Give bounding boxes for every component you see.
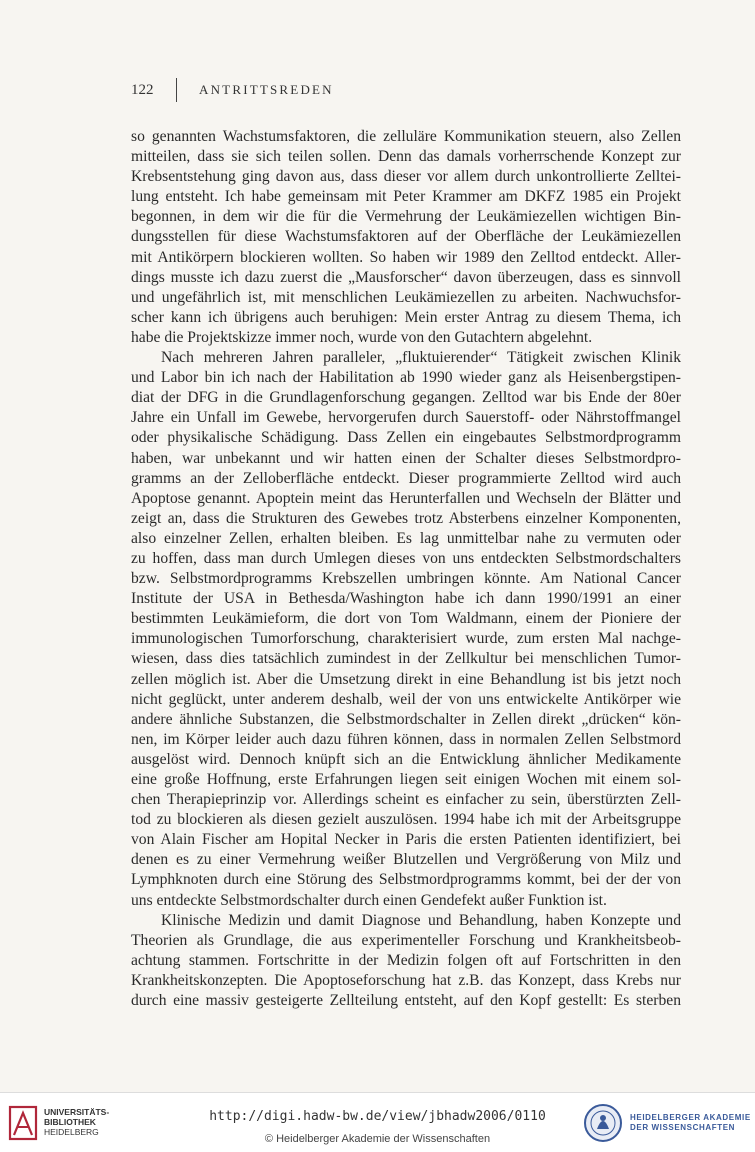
text-line: eine große Hoffnung, erste Erfahrungen liegen seit einigen Wochen mit einem sol- bbox=[131, 771, 681, 788]
text-line: von Alain Fischer am Hopital Necker in Paris die ersten Patienten identifiziert, bei bbox=[131, 831, 681, 849]
text-line: scher kann ich übrigens auch beruhigen: Mein erster Antrag zu diesem Thema, ich bbox=[131, 308, 681, 326]
text-line: so genannten Wachstumsfaktoren, die zelluläre Kommunikation steuern, also Zellen bbox=[131, 128, 681, 145]
text-line: also einzelner Zellen, erhalten bleiben. Es lag unmittelbar nahe zu vermuten oder bbox=[131, 529, 681, 547]
footer-bar bbox=[0, 1092, 755, 1152]
text-line: Krebsentstehung ging davon aus, dass dieser vor allem durch unkontrollierte Zelltei- bbox=[131, 168, 681, 186]
text-line: Nach mehreren Jahren paralleler, „fluktuierender“ Tätigkeit zwischen Klinik bbox=[161, 349, 681, 367]
paragraph bbox=[131, 911, 681, 1011]
text-line: begonnen, in dem wir die für die Vermehrung der Leukämiezellen wichtigen Bin- bbox=[131, 208, 681, 226]
text-line: Lymphknoten durch eine Störung des Selbstmordprogramms kommt, bei der der von bbox=[131, 871, 681, 889]
library-name: UNIVERSITÄTS- BIBLIOTHEK HEIDELBERG bbox=[44, 1107, 110, 1137]
text-line: zeigt an, dass die Strukturen des Gewebes trotz Absterbens einzelner Komponenten, bbox=[131, 509, 681, 527]
text-line: Theorien als Grundlage, die aus experimenteller Forschung und Krankheitsbeob- bbox=[131, 931, 681, 949]
text-line: bzw. Selbstmordprogramms Krebszellen umbringen könnte. Am National Cancer bbox=[131, 570, 681, 588]
text-line: nicht geglückt, unter anderem deshalb, weil der von uns entwickelte Antikörper wie bbox=[131, 690, 681, 708]
text-line: ausgelöst wird. Dennoch knüpft sich an die Entwicklung ähnlicher Medikamente bbox=[131, 750, 681, 768]
text-line: bestimmten Leukämieform, die dort von Tom Waldmann, einem der Pioniere der bbox=[131, 610, 681, 628]
copyright-notice: © Heidelberger Akademie der Wissenschaften bbox=[264, 1133, 491, 1145]
text-line: nen, im Körper leider auch dazu führen können, dass in normalen Zellen Selbstmord bbox=[131, 730, 681, 748]
text-line: immunologischen Tumorforschung, charakterisiert wurde, zum ersten Mal nachge- bbox=[131, 630, 681, 648]
body-text bbox=[131, 127, 681, 1011]
academy-seal-icon bbox=[583, 1103, 623, 1143]
text-line: Krankheitskonzepten. Die Apoptoseforschung hat z.B. das Konzept, dass Krebs nur bbox=[131, 971, 681, 989]
text-line: mitteilen, dass sie sich teilen sollen. Denn das damals vorherrschende Konzept zur bbox=[131, 148, 681, 166]
text-line: oder physikalische Schädigung. Dass Zellen ein eingebautes Selbstmordprogramm bbox=[131, 429, 681, 447]
text-line: Klinische Medizin und damit Diagnose und Behandlung, haben Konzepte und bbox=[161, 911, 681, 929]
text-line: und ungefährlich ist, mit menschlichen Leukämiezellen zu arbeiten. Nachwuchsfor- bbox=[131, 288, 681, 306]
text-line: lung entsteht. Ich habe gemeinsam mit Peter Krammer am DKFZ 1985 ein Projekt bbox=[131, 188, 681, 206]
text-line: wiesen, dass dies tatsächlich zumindest in der Zellkultur bei menschlichen Tumor- bbox=[131, 650, 681, 668]
header-rule bbox=[176, 78, 177, 102]
text-line: habe die Projektskizze immer noch, wurde von den Gutachtern abgelehnt. bbox=[131, 328, 593, 346]
text-line: Jahre ein Unfall im Gewebe, hervorgerufen durch Sauerstoff- oder Nährstoffmangel bbox=[131, 409, 681, 427]
text-line: tod zu blockieren als diesen gezielt auszulösen. 1994 habe ich mit der Arbeitsgruppe bbox=[131, 811, 681, 829]
academy-name: HEIDELBERGER AKADEMIE DER WISSENSCHAFTEN bbox=[630, 1113, 751, 1132]
text-line: durch eine massiv gesteigerte Zellteilung entsteht, auf den Kopf gestellt: Es sterben bbox=[131, 992, 681, 1010]
text-line: zu hoffen, dass man durch Umlegen dieses von uns entdeckten Selbstmordschalters bbox=[131, 549, 681, 567]
text-line: denen es zu einer Vermehrung weißer Blutzellen und Vergrößerung von Milz und bbox=[131, 851, 681, 869]
text-line: zellen möglich ist. Aber die Umsetzung direkt in eine Behandlung ist bis jetzt noch bbox=[131, 670, 681, 688]
text-line: haben, war unbekannt und wir hatten einen der Schalter dieses Selbstmordpro- bbox=[131, 449, 681, 467]
source-url-link[interactable]: http://digi.hadw-bw.de/view/jbhadw2006/0110 bbox=[209, 1109, 546, 1124]
text-line: Apoptose genannt. Apoptein meint das Herunterfallen und Wechseln der Blätter und bbox=[131, 489, 681, 507]
text-line: und Labor bin ich nach der Habilitation ab 1990 wieder ganz als Heisenbergstipen- bbox=[131, 369, 681, 387]
text-line: mit Antikörpern blockieren wollten. So haben wir 1989 den Zelltod entdeckt. Aller- bbox=[131, 248, 681, 266]
text-line: dungsstellen für diese Wachstumsfaktoren auf der Oberfläche der Leukämiezellen bbox=[131, 228, 681, 246]
text-line: gramms an der Zelloberfläche entdeckt. Dieser programmierte Zelltod wird auch bbox=[131, 469, 681, 487]
text-line: uns entdeckte Selbstmordschalter durch einen Gendefekt außer Funktion ist. bbox=[131, 891, 607, 909]
text-line: diat der DFG in die Grundlagenforschung gegangen. Zelltod war bis Ende der 80er bbox=[131, 389, 681, 407]
paragraph bbox=[131, 348, 681, 911]
running-title: ANTRITTSREDEN bbox=[199, 82, 334, 97]
page-number: 122 bbox=[131, 81, 154, 98]
text-line: achtung stammen. Fortschritte in der Medizin folgen oft auf Fortschritten in den bbox=[131, 951, 681, 969]
text-line: Institute der USA in Bethesda/Washington habe ich dann 1990/1991 an einer bbox=[131, 590, 681, 608]
text-line: andere ähnliche Substanzen, die Selbstmordschalter in Zellen direkt „drücken“ kön- bbox=[131, 710, 681, 728]
running-head bbox=[131, 78, 334, 102]
paragraph bbox=[131, 127, 681, 348]
text-line: dings musste ich dazu zuerst die „Mausforscher“ davon überzeugen, dass es sinnvoll bbox=[131, 268, 681, 286]
text-line: chen Therapieprinzip vor. Allerdings scheint es einfacher zu sein, überstürzten Zell- bbox=[131, 791, 681, 809]
